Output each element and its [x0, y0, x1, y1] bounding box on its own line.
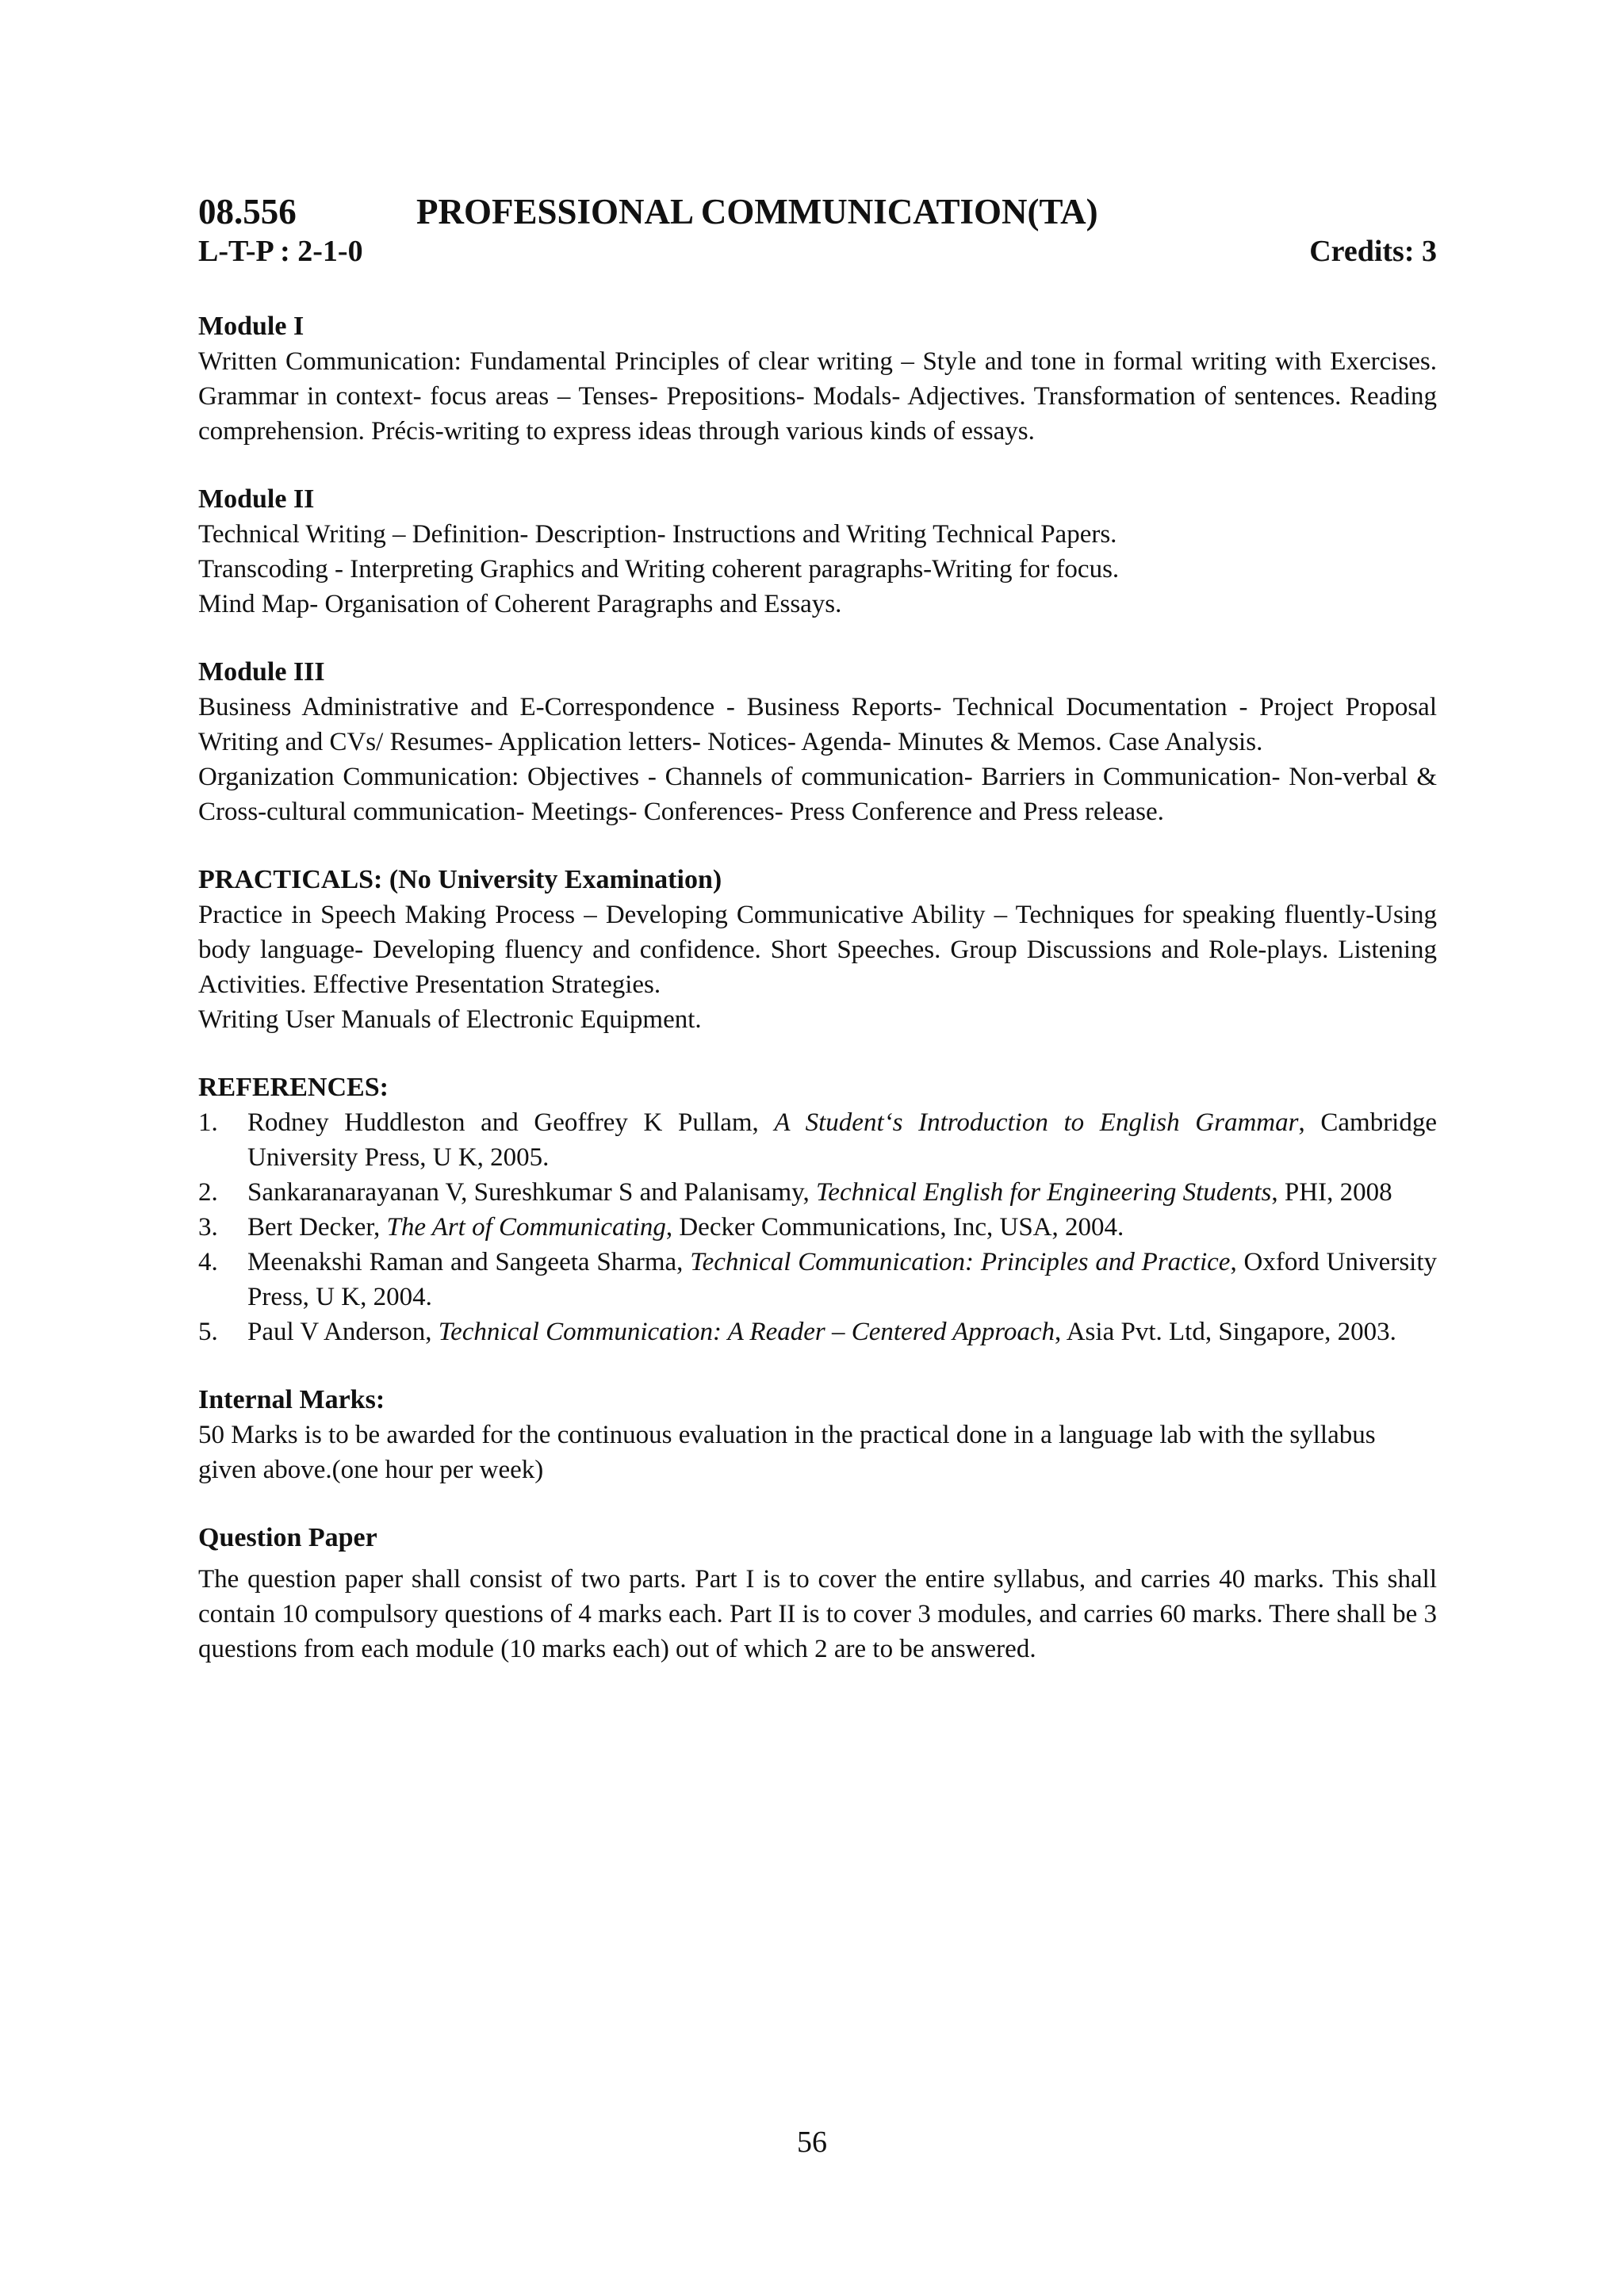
- syllabus-page: [198, 190, 1437, 1667]
- module-text: Technical Writing – Definition- Description- Instructions and Writing Technical Papers.: [198, 520, 1117, 549]
- reference-authors: Paul V Anderson,: [247, 1318, 439, 1346]
- module-1-section: [198, 309, 1437, 449]
- reference-book-title: Technical Communication: A Reader – Centered Approach: [438, 1318, 1055, 1346]
- module-heading: Module II: [198, 484, 315, 514]
- reference-book-title: Technical Communication: Principles and Practice: [690, 1248, 1231, 1276]
- module-text: Business Administrative and E-Correspondence - Business Reports- Technical Documentation - Project Proposal Writing and CVs/ Resumes- Application letters- Notices- Agenda- Minutes & Memos. Case Analysis.: [198, 693, 1437, 756]
- reference-publisher: , Decker Communications, Inc, USA, 2004.: [665, 1213, 1124, 1242]
- reference-publisher: , Cambridge University Press, U K, 2005.: [247, 1108, 1437, 1172]
- practicals-text: Practice in Speech Making Process – Developing Communicative Ability – Techniques for speaking fluently-Using body language- Developing fluency and confidence. Short Speeches. Group Discussions and Role-plays. Listening Activities. Effective Presentation Strategies.: [198, 901, 1437, 999]
- reference-number: 1.: [198, 1108, 218, 1137]
- reference-book-title: A Student‘s Introduction to English Grammar: [774, 1108, 1299, 1137]
- references-heading: REFERENCES:: [198, 1073, 389, 1102]
- reference-item: [198, 1245, 1437, 1314]
- course-code: 08.556: [198, 192, 297, 232]
- internal-marks-heading: Internal Marks:: [198, 1385, 385, 1414]
- reference-authors: Bert Decker,: [247, 1213, 387, 1242]
- reference-item: [198, 1175, 1437, 1210]
- ltp-value: L-T-P : 2-1-0: [198, 235, 363, 268]
- reference-authors: Sankaranarayanan V, Sureshkumar S and Palanisamy,: [247, 1178, 816, 1207]
- practicals-heading: PRACTICALS: (No University Examination): [198, 865, 722, 894]
- course-meta-row: [198, 233, 1437, 270]
- reference-number: 3.: [198, 1213, 218, 1242]
- reference-number: 4.: [198, 1248, 218, 1276]
- course-title-row: [198, 190, 1437, 233]
- reference-authors: Meenakshi Raman and Sangeeta Sharma,: [247, 1248, 691, 1276]
- practicals-text: Writing User Manuals of Electronic Equipment.: [198, 1005, 702, 1034]
- course-title: PROFESSIONAL COMMUNICATION(TA): [416, 192, 1098, 232]
- reference-text: [247, 1175, 1437, 1210]
- question-paper-text: The question paper shall consist of two parts. Part I is to cover the entire syllabus, and carries 40 marks. This shall contain 10 compulsory questions of 4 marks each. Part II is to cover 3 modules, and carries 60 marks. There shall be 3 questions from each module (10 marks each) out of which 2 are to be answered.: [198, 1565, 1437, 1663]
- credits-value: Credits: 3: [1309, 235, 1437, 268]
- page-number: 56: [797, 2126, 827, 2159]
- module-3-section: [198, 655, 1437, 829]
- references-section: [198, 1070, 1437, 1349]
- reference-number: 5.: [198, 1318, 218, 1346]
- reference-text: [247, 1210, 1437, 1245]
- reference-item: [198, 1105, 1437, 1175]
- module-2-section: [198, 482, 1437, 622]
- module-heading: Module I: [198, 312, 304, 341]
- reference-publisher: , Oxford University Press, U K, 2004.: [247, 1248, 1437, 1311]
- references-list: [198, 1105, 1437, 1349]
- internal-marks-text: 50 Marks is to be awarded for the continuous evaluation in the practical done in a language lab with the syllabus given above.(one hour per week): [198, 1421, 1376, 1484]
- reference-number: 2.: [198, 1178, 218, 1207]
- module-text: Transcoding - Interpreting Graphics and Writing coherent paragraphs-Writing for focus.: [198, 555, 1120, 584]
- reference-text: [247, 1245, 1437, 1314]
- module-text: Mind Map- Organisation of Coherent Paragraphs and Essays.: [198, 590, 842, 618]
- reference-publisher: , Asia Pvt. Ltd, Singapore, 2003.: [1055, 1318, 1396, 1346]
- reference-item: [198, 1314, 1437, 1349]
- reference-item: [198, 1210, 1437, 1245]
- reference-book-title: Technical English for Engineering Students: [815, 1178, 1272, 1207]
- module-heading: Module III: [198, 657, 325, 687]
- module-text: Organization Communication: Objectives - Channels of communication- Barriers in Communication- Non-verbal & Cross-cultural communication- Meetings- Conferences- Press Conference and Press release.: [198, 763, 1437, 826]
- question-paper-heading: Question Paper: [198, 1523, 377, 1552]
- module-text: Written Communication: Fundamental Principles of clear writing – Style and tone in formal writing with Exercises. Grammar in context- focus areas – Tenses- Prepositions- Modals- Adjectives. Transformation of sentences. Reading comprehension. Précis-writing to express ideas through various kinds of essays.: [198, 347, 1437, 446]
- reference-text: [247, 1314, 1437, 1349]
- internal-marks-section: [198, 1383, 1437, 1487]
- reference-authors: Rodney Huddleston and Geoffrey K Pullam,: [247, 1108, 775, 1137]
- reference-text: [247, 1105, 1437, 1175]
- question-paper-section: [198, 1521, 1437, 1667]
- reference-book-title: The Art of Communicating: [386, 1213, 666, 1242]
- practicals-section: [198, 863, 1437, 1037]
- reference-publisher: , PHI, 2008: [1271, 1178, 1392, 1207]
